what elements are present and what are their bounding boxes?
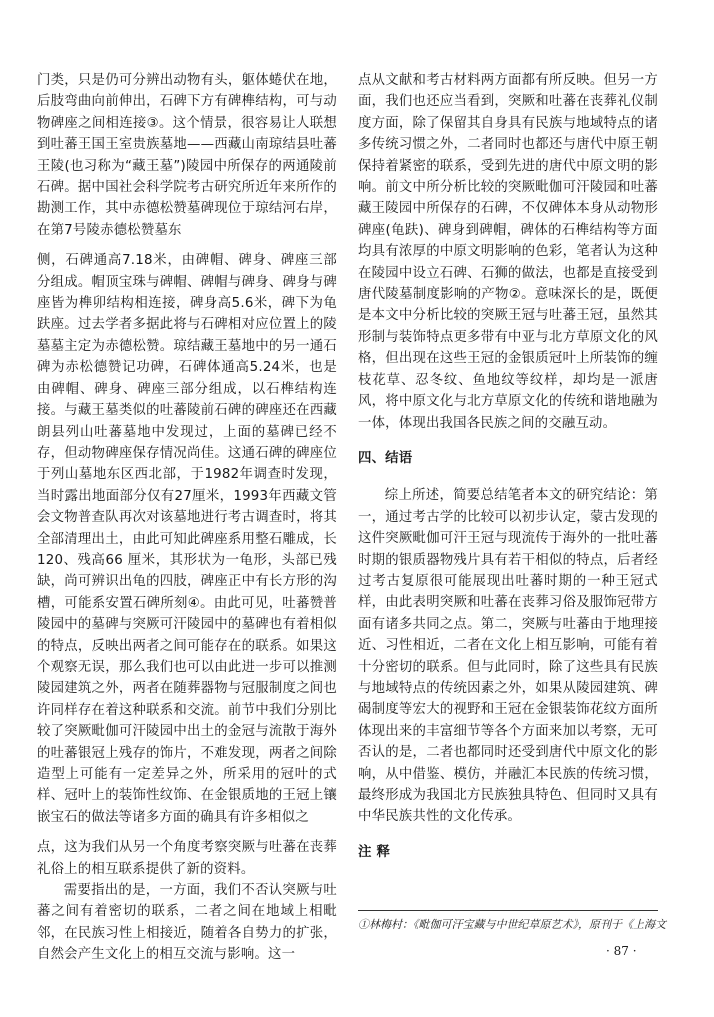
paragraph-gap [37,828,337,837]
right-column [358,70,658,863]
section-spacer [358,434,658,448]
left-column [37,70,337,966]
body-paragraph: 需要指出的是，一方面，我们不否认突厥与吐蕃之间有着密切的联系，二者之间在地域上相毗邻，在民族习性上相接近，随着各自势力的扩张，自然会产生文化上的相互交流与影响。这一 [37,883,337,963]
footnote: ①林梅村：《毗伽可汗宝藏与中世纪草原艺术》，原刊于《上海文 [358,918,666,931]
page-number: · 87 · [606,944,637,958]
body-paragraph: 点，这为我们从另一个角度考察突厥与吐蕃在丧葬礼俗上的相互联系提供了新的资料。 [37,840,337,877]
section-heading: 四、结语 [358,449,413,466]
body-paragraph: 门类，只是仍可分辨出动物有头，躯体蜷伏在地，后肢弯曲向前伸出，石碑下方有碑榫结构，可与动物碑座之间相连接③。这个情景，很容易让人联想到吐蕃王国王室贵族墓地——西藏山南琼结县吐蕃王陵(也习称为“藏王墓”)陵园中所保存的两通陵前石碑。据中国社会科学院考古研究所近年来所作的勘测工作，其中赤德松赞墓碑现位于琼结河右岸，在第7号陵赤德松赞墓东 [37,73,337,238]
section-spacer [358,828,658,842]
body-paragraph: 综上所述，简要总结笔者本文的研究结论：第一，通过考古学的比较可以初步认定，蒙古发现的这件突厥毗伽可汗王冠与现流传于海外的一批吐蕃时期的银质器物残片具有若干相似的特点，后者经过考古复原很可能展现出吐蕃时期的一种王冠式样，由此表明突厥和吐蕃在丧葬习俗及服饰冠带方面有诸多共同之点。第二，突厥与吐蕃由于地理接近、习性相近，二者在文化上相互影响，可能有着十分密切的联系。但与此同时，除了这些具有民族与地域特点的传统因素之外，如果从陵园建筑、碑碣制度等宏大的视野和王冠在金银装饰花纹方面所体现出来的丰富细节等各个方面来加以考察，无可否认的是，二者也都同时还受到唐代中原文化的影响，从中借鉴、模仿，并融汇本民族的传统习惯，最终形成为我国北方民族独具特色、但同时又具有中华民族共性的文化传承。 [358,488,658,825]
notes-title: 注 释 [358,843,391,860]
section-spacer [358,469,658,485]
body-paragraph: 点从文献和考古材料两方面都有所反映。但另一方面，我们也还应当看到，突厥和吐蕃在丧葬礼仪制度方面，除了保留其自身具有民族与地域特点的诸多传统习惯之外，二者同时也都还与唐代中原王朝保持着紧密的联系，受到先进的唐代中原文明的影响。前文中所分析比较的突厥毗伽可汗陵园和吐蕃藏王陵园中所保存的石碑，不仅碑体本身从动物形碑座(龟趺)、碑身到碑帽，碑体的石榫结构等方面均具有浓厚的中原文明影响的色彩，笔者认为这种在陵园中设立石碑、石狮的做法，也都是直接受到唐代陵墓制度影响的产物②。意味深长的是，既便是本文中分析比较的突厥王冠与吐蕃王冠，虽然其形制与装饰特点更多带有中亚与北方草原文化的风格，但出现在这些王冠的金银质冠叶上所装饰的缠枝花草、忍冬纹、鱼地纹等纹样，却均是一派唐风，将中原文化与北方草原文化的传统和谐地融为一体，体现出我国各民族之间的交融互动。 [358,73,658,431]
footnote-divider [358,910,658,911]
paragraph-gap [37,241,337,250]
body-paragraph: 侧，石碑通高7.18米，由碑帽、碑身、碑座三部分组成。帽顶宝珠与碑帽、碑帽与碑身、碑身与碑座皆为榫卯结构相连接，碑身高5.6米，碑下为龟趺座。过去学者多据此将与石碑相对应位置上的陵墓墓主定为赤德松赞。琼结藏王墓地中的另一通石碑为赤松德赞记功碑，石碑体通高5.24米，也是由碑帽、碑身、碑座三部分组成，以石榫结构连接。与藏王墓类似的吐蕃陵前石碑的碑座还在西藏朗县列山吐蕃墓地中发现过，上面的墓碑已经不存，但动物碑座保存情况尚佳。这通石碑的碑座位于列山墓地东区西北部，于1982年调查时发现，当时露出地面部分仅有27厘米，1993年西藏文管会文物普查队再次对该墓地进行考古调查时，将其全部清理出土，由此可知此碑座系用整石雕成，长120、残高66 厘米，其形状为一龟形，头部已残缺，尚可辨识出龟的四肢，碑座正中有长方形的沟槽，可能系安置石碑所刻④。由此可见，吐蕃赞普陵园中的墓碑与突厥可汗陵园中的墓碑也有着相似的特点，反映出两者之间可能存在的联系。如果这个观察无误，那么我们也可以由此进一步可以推测陵园建筑之外，两者在随葬器物与冠服制度之间也许同样存在着这种联系和交流。前节中我们分别比较了突厥毗伽可汗陵园中出土的金冠与流散于海外的吐蕃银冠上残存的饰片，不难发现，两者之间除造型上可能有一定差异之外，所采用的冠叶的式样、冠叶上的装饰性纹饰、在金银质地的王冠上镶嵌宝石的做法等诸多方面的确具有许多相似之 [37,253,337,825]
